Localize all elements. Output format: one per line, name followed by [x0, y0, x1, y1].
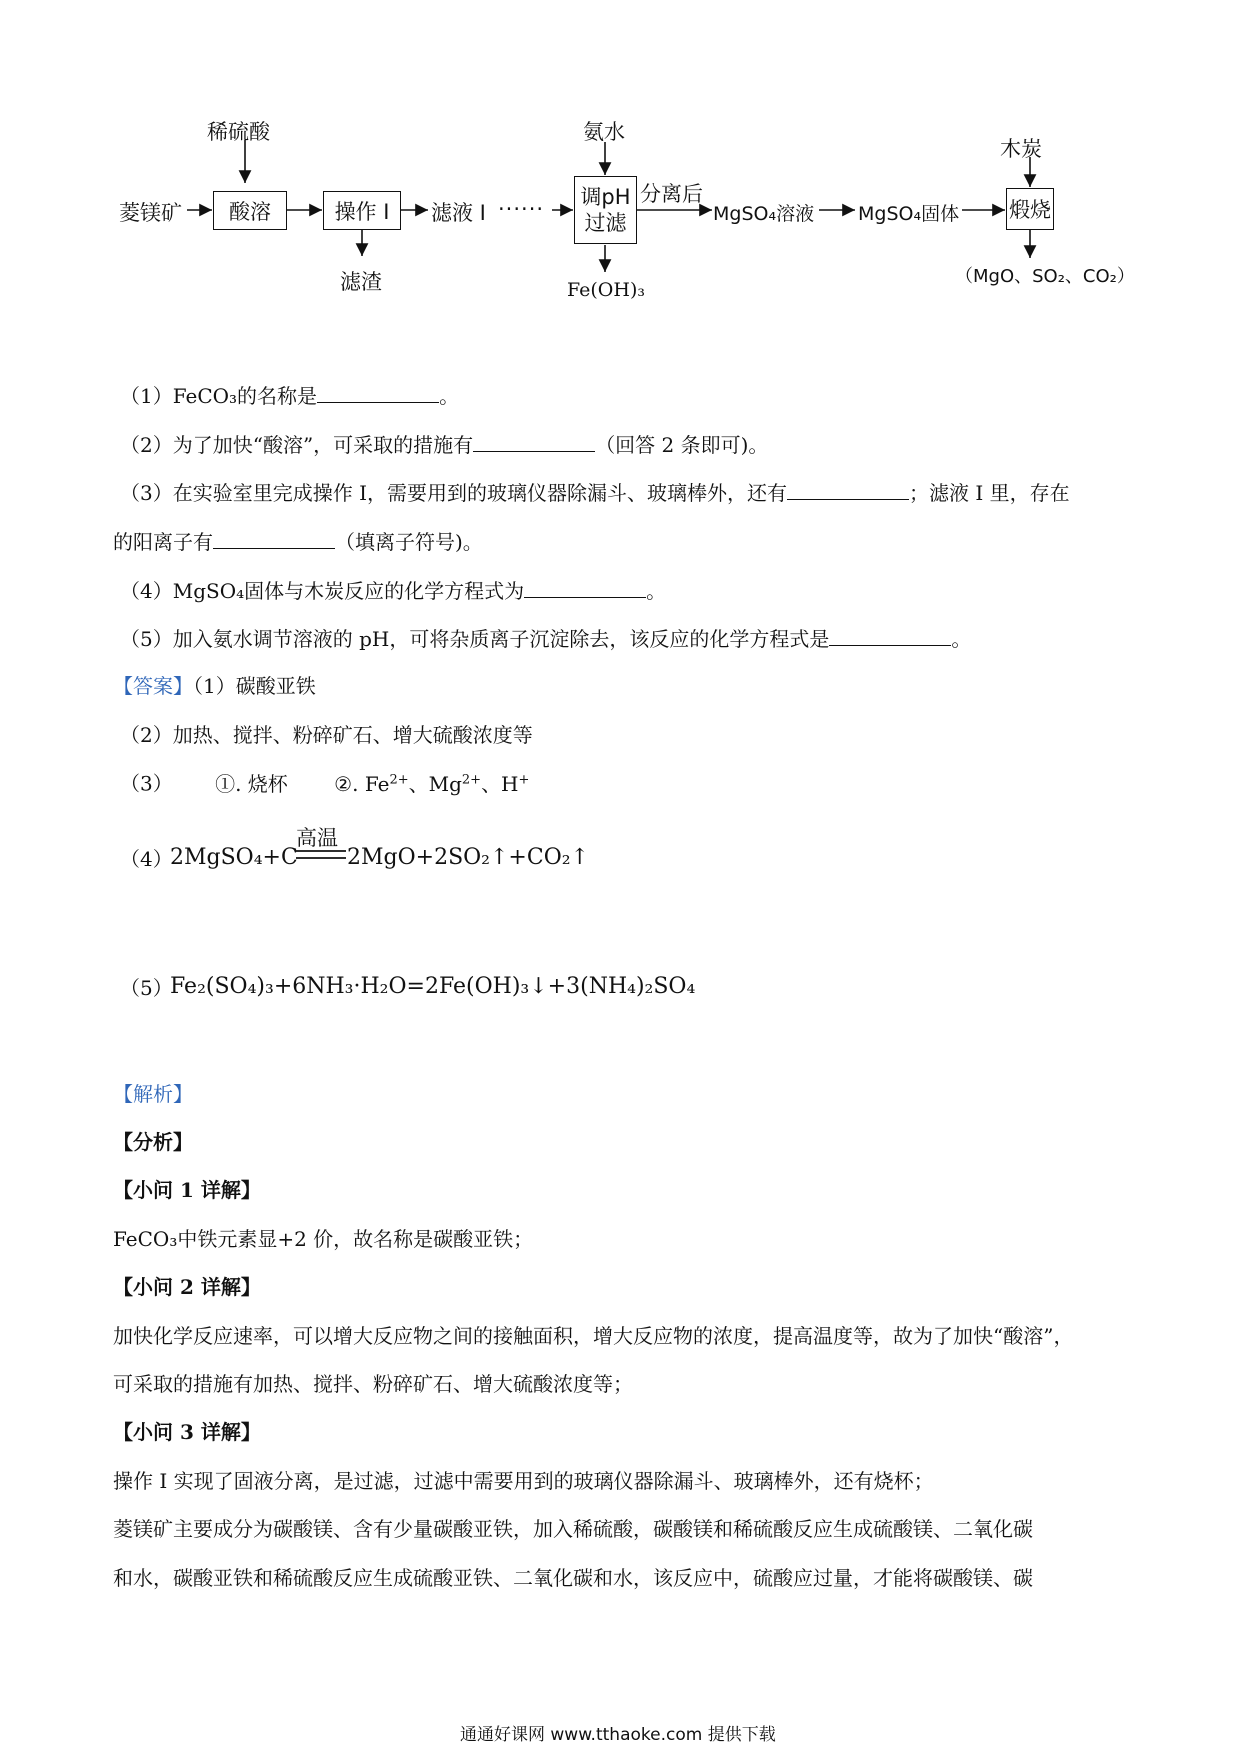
answer-blank: [317, 384, 439, 403]
sub-question-2-text-2: 可采取的措施有加热、搅拌、粉碎矿石、增大硫酸浓度等；: [113, 1372, 633, 1396]
answer-1: 【答案】（1）碳酸亚铁: [113, 674, 316, 698]
box-acid-dissolve: 酸溶: [213, 191, 287, 230]
answer-4-equation-left: 2MgSO₄+C: [170, 845, 298, 870]
box-calcine: 煅烧: [1006, 188, 1054, 230]
answer-blank: [524, 579, 646, 598]
question-3-line1: （3）在实验室里完成操作 I，需要用到的玻璃仪器除漏斗、玻璃棒外，还有 ；滤液 I 里，存在: [120, 481, 1070, 505]
answer-4-label: （4）: [120, 847, 173, 871]
question-1: （1）FeCO₃的名称是 。: [120, 384, 460, 408]
question-5: （5）加入氨水调节溶液的 pH，可将杂质离子沉淀除去，该反应的化学方程式是 。: [120, 627, 972, 651]
sub-question-1-heading: 【小问 1 详解】: [113, 1178, 261, 1202]
label-dots: ······: [498, 197, 545, 221]
box-operation-1: 操作 I: [323, 191, 401, 230]
label-mgso4-solution: MgSO₄溶液: [713, 203, 815, 225]
answer-blank: [829, 627, 951, 646]
label-residue: 滤渣: [340, 270, 382, 294]
equals-sign: [296, 849, 346, 861]
label-filtrate: 滤液 I: [431, 201, 486, 225]
answer-blank: [213, 530, 335, 549]
answer-3: （3） ①. 烧杯 ②. $Fe^{2+}$、$Mg^{2+}$、H+: [120, 771, 530, 796]
label-gas-products: （MgO、SO₂、CO₂）: [955, 266, 1135, 287]
box-adjust-ph: 调pH 过滤: [574, 176, 637, 244]
sub-question-2-heading: 【小问 2 详解】: [113, 1275, 261, 1299]
sub-question-3-text-3: 和水，碳酸亚铁和稀硫酸反应生成硫酸亚铁、二氧化碳和水，该反应中，硫酸应过量，才能将碳酸镁、碳: [113, 1566, 1033, 1590]
label-after-separation: 分离后: [640, 182, 703, 206]
label-fe-oh3: Fe(OH)₃: [567, 279, 645, 301]
label-mgso4-solid: MgSO₄固体: [858, 203, 960, 225]
page-footer: 通通好课网 www.tthaoke.com 提供下载: [460, 1725, 776, 1745]
answer-blank: [473, 433, 595, 452]
answer-5-label: （5）: [120, 976, 173, 1000]
sub-question-2-text-1: 加快化学反应速率，可以增大反应物之间的接触面积，增大反应物的浓度，提高温度等，故为了加快“酸溶”，: [113, 1324, 1074, 1348]
label-ore: 菱镁矿: [119, 201, 182, 225]
label-charcoal: 木炭: [1000, 137, 1042, 161]
sub-question-3-text-1: 操作 I 实现了固液分离，是过滤，过滤中需要用到的玻璃仪器除漏斗、玻璃棒外，还有烧杯；: [113, 1469, 934, 1493]
answer-2: （2）加热、搅拌、粉碎矿石、增大硫酸浓度等: [120, 723, 533, 747]
answer-4-equation-right: 2MgO+2SO₂↑+CO₂↑: [347, 845, 589, 870]
reaction-condition: 高温: [296, 826, 338, 850]
sub-question-3-text-2: 菱镁矿主要成分为碳酸镁、含有少量碳酸亚铁，加入稀硫酸，碳酸镁和稀硫酸反应生成硫酸镁、二氧化碳: [113, 1517, 1033, 1541]
answer-5-equation: Fe₂(SO₄)₃+6NH₃·H₂O=2Fe(OH)₃↓+3(NH₄)₂SO₄: [170, 974, 696, 999]
analysis-tag: 【解析】: [113, 1082, 193, 1106]
question-2: （2）为了加快“酸溶”，可采取的措施有 （回答 2 条即可)。: [120, 433, 769, 457]
sub-question-3-heading: 【小问 3 详解】: [113, 1420, 261, 1444]
label-dilute-acid: 稀硫酸: [207, 120, 270, 144]
answer-blank: [787, 481, 909, 500]
label-ammonia: 氨水: [583, 120, 625, 144]
question-4: （4）MgSO₄固体与木炭反应的化学方程式为 。: [120, 579, 667, 603]
analysis-heading: 【分析】: [113, 1130, 193, 1154]
answer-tag: 【答案】: [113, 674, 193, 698]
sub-question-1-text: FeCO₃中铁元素显+2 价，故名称是碳酸亚铁；: [113, 1227, 534, 1251]
flowchart-arrows: [0, 0, 1240, 300]
question-3-line2: 的阳离子有 （填离子符号)。: [113, 530, 483, 554]
